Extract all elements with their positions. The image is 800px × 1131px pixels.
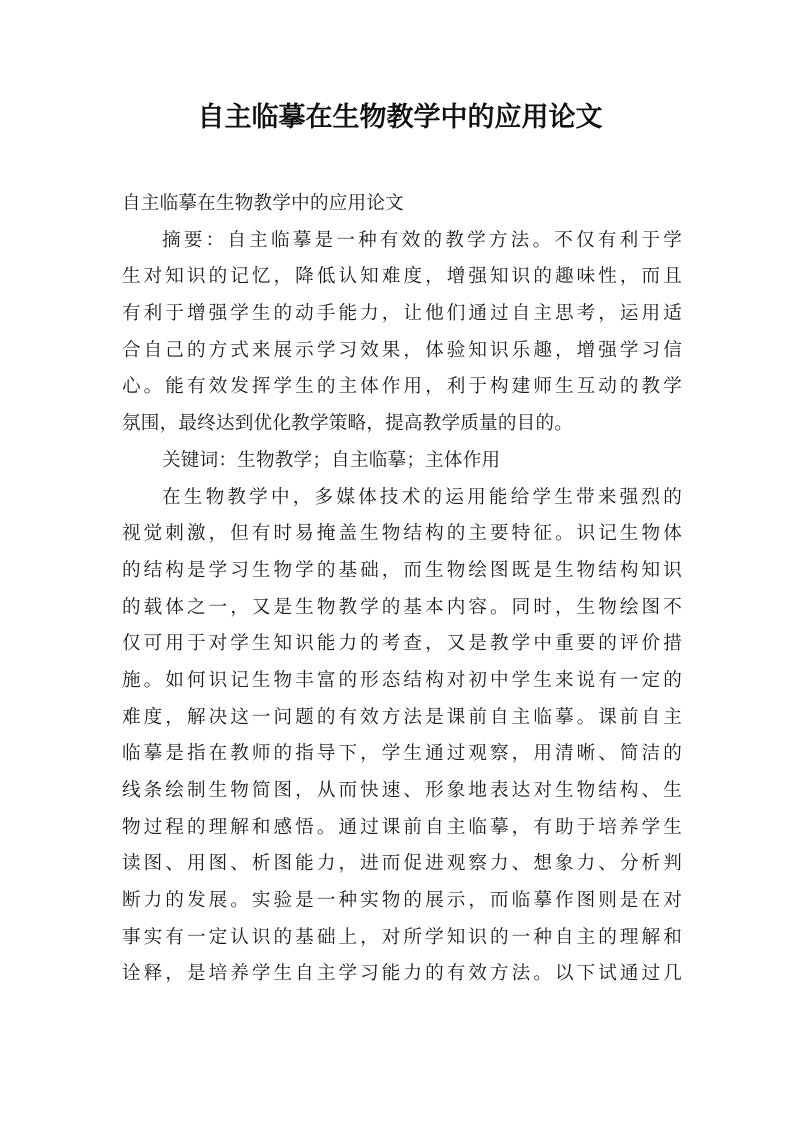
body-line: 施。如何识记生物丰富的形态结构对初中学生来说有一定的 [122, 669, 682, 691]
abstract-line: 生对知识的记忆，降低认知难度，增强知识的趣味性，而且 [122, 266, 682, 288]
body-line: 断力的发展。实验是一种实物的展示，而临摹作图则是在对 [122, 890, 682, 912]
body-line: 仅可用于对学生知识能力的考查，又是教学中重要的评价措 [122, 633, 682, 655]
body-line: 难度，解决这一问题的有效方法是课前自主临摹。课前自主 [122, 706, 682, 728]
abstract-paragraph [122, 223, 682, 443]
body-line: 物过程的理解和感悟。通过课前自主临摹，有助于培养学生 [122, 816, 682, 838]
body-line: 诠释，是培养学生自主学习能力的有效方法。以下试通过几 [122, 963, 682, 985]
document-body [122, 186, 682, 993]
abstract-line: 氛围，最终达到优化教学策略，提高教学质量的目的。 [122, 413, 574, 435]
abstract-line: 合自己的方式来展示学习效果，体验知识乐趣，增强学习信 [122, 339, 682, 361]
body-line: 在生物教学中，多媒体技术的运用能给学生带来强烈的 [162, 486, 682, 508]
abstract-line: 心。能有效发挥学生的主体作用，利于构建师生互动的教学 [122, 376, 682, 398]
body-line: 的结构是学习生物学的基础，而生物绘图既是生物结构知识 [122, 559, 682, 581]
body-paragraph [122, 480, 682, 994]
body-line: 线条绘制生物简图，从而快速、形象地表达对生物结构、生 [122, 780, 682, 801]
body-line: 视觉刺激，但有时易掩盖生物结构的主要特征。识记生物体 [122, 523, 682, 545]
body-line: 事实有一定认识的基础上，对所学知识的一种自主的理解和 [122, 926, 682, 948]
keywords-line: 关键词：生物教学；自主临摹；主体作用 [162, 449, 501, 471]
abstract-line: 有利于增强学生的动手能力，让他们通过自主思考，运用适 [122, 303, 682, 325]
abstract-line: 摘要：自主临摹是一种有效的教学方法。不仅有利于学 [162, 229, 682, 251]
document-title: 自主临摹在生物教学中的应用论文 [197, 102, 603, 133]
body-line: 临摹是指在教师的指导下，学生通过观察，用清晰、简洁的 [122, 743, 682, 765]
body-line: 读图、用图、析图能力，进而促进观察力、想象力、分析判 [122, 853, 682, 875]
document-subtitle: 自主临摹在生物教学中的应用论文 [122, 193, 404, 214]
body-line: 的载体之一，又是生物教学的基本内容。同时，生物绘图不 [122, 596, 682, 618]
